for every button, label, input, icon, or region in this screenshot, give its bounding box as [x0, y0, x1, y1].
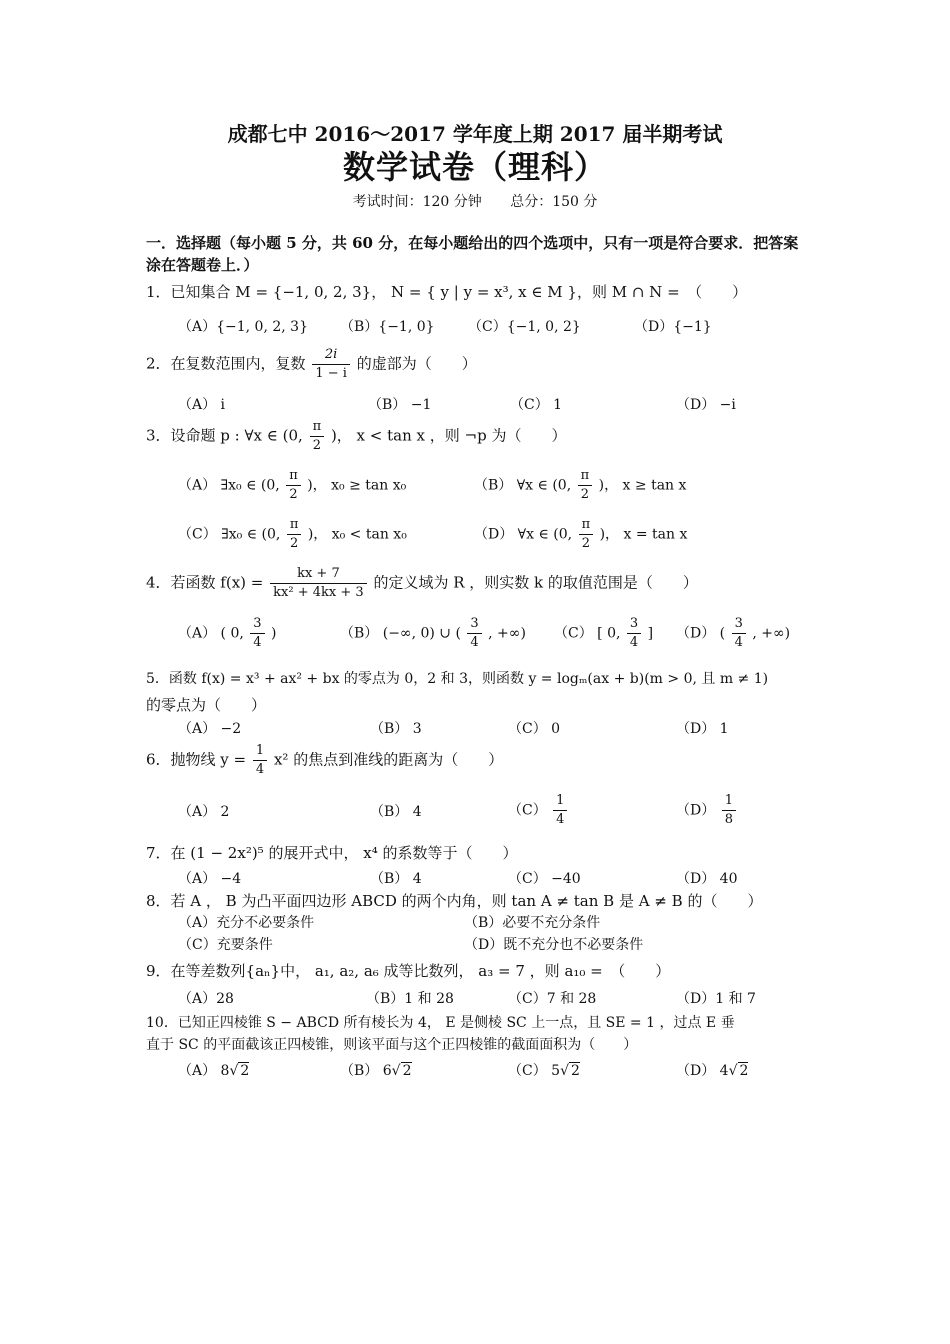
question-5-option-c: （C） 0 [508, 721, 561, 737]
fraction-denominator: 2 [580, 487, 590, 502]
question-4-option-a [178, 615, 277, 652]
question-2-stem-pre: 2．在复数范围内，复数 [146, 354, 306, 373]
fraction-denominator: 4 [556, 812, 565, 827]
option-fraction [579, 516, 594, 553]
fraction-numerator: 1 [722, 792, 736, 811]
question-3-stem [146, 418, 566, 455]
fraction-numerator: 2i [312, 346, 350, 365]
question-6-stem-pre: 6．抛物线 y = [146, 750, 247, 769]
radicand: 2 [571, 1063, 580, 1079]
option-post: , +∞) [488, 625, 526, 642]
option-post: )， x₀ ≥ tan x₀ [307, 477, 407, 494]
question-10-option-c: （C） 5√ 2 [508, 1063, 580, 1079]
option-fraction [467, 615, 481, 652]
fraction-numerator: 3 [250, 615, 264, 634]
fraction-numerator: π [287, 516, 302, 535]
question-5-option-d: （D） 1 [676, 721, 729, 737]
option-fraction [722, 792, 736, 829]
fraction-denominator: 8 [724, 812, 733, 827]
option-pre: （C） ∃x₀ ∈ (0, [178, 526, 281, 543]
exam-score: 总分：150 分 [510, 194, 598, 210]
option-pre: （A） 8 [178, 1063, 230, 1079]
question-4-option-c [554, 615, 653, 652]
question-7-option-a: （A） −4 [178, 871, 242, 887]
question-10-option-b: （B） 6√ 2 [340, 1063, 412, 1079]
question-10-option-d: （D） 4√ 2 [676, 1063, 749, 1079]
question-6-option-d [676, 792, 738, 829]
question-1-option-b: （B）{−1, 0} [340, 319, 435, 335]
question-1-option-a: （A）{−1, 0, 2, 3} [178, 319, 308, 335]
fraction-numerator: π [579, 516, 594, 535]
option-post: )， x = tan x [599, 526, 688, 543]
option-pre: （A） ∃x₀ ∈ (0, [178, 477, 280, 494]
fraction-denominator: 4 [253, 635, 262, 650]
question-6-fraction [253, 742, 267, 779]
option-pre: （B） (−∞, 0) ∪ ( [340, 625, 461, 642]
question-8-stem: 8．若 A ， B 为凸平面四边形 ABCD 的两个内角，则 tan A ≠ tan B 是 A ≠ B 的（ ） [146, 892, 763, 910]
fraction-numerator: 3 [732, 615, 746, 634]
exam-subject: 数学试卷（理科） [342, 148, 607, 186]
option-post: ) [271, 625, 277, 642]
question-8-option-d: （D）既不充分也不必要条件 [464, 937, 644, 953]
option-pre: （C） [ 0, [554, 625, 621, 642]
fraction-numerator: kx + 7 [270, 565, 367, 584]
question-5-stem: 5．函数 f(x) = x³ + ax² + bx 的零点为 0，2 和 3，则函数 y = logₘ(ax + b)(m > 0, 且 m ≠ 1) [146, 671, 769, 687]
question-2-fraction [312, 346, 350, 383]
question-4-stem-pre: 4．若函数 f(x) = [146, 573, 264, 592]
question-3-option-b [474, 467, 686, 504]
exam-time: 考试时间：120 分钟 [352, 194, 482, 210]
question-5-stem-continued: 的零点为（ ） [146, 696, 267, 714]
question-8-option-c: （C）充要条件 [178, 937, 273, 953]
option-pre: （D） ∀x ∈ (0, [474, 526, 573, 543]
question-6-stem [146, 742, 503, 779]
option-post: )， x ≥ tan x [598, 477, 687, 494]
option-pre: （D） [676, 802, 716, 819]
option-pre: （C） [508, 802, 547, 819]
option-fraction [627, 615, 641, 652]
question-4-stem-post: 的定义域为 R ，则实数 k 的取值范围是（ ） [373, 573, 698, 592]
question-9-option-b: （B）1 和 28 [366, 991, 454, 1007]
question-3-stem-pre: 3．设命题 p : ∀x ∈ (0, [146, 426, 303, 445]
option-post: )， x₀ < tan x₀ [307, 526, 407, 543]
question-7-option-b: （B） 4 [370, 871, 422, 887]
question-1-option-d: （D）{−1} [634, 319, 712, 335]
section-heading: 一．选择题（每小题 5 分，共 60 分，在每小题给出的四个选项中，只有一项是符合要求．把答案涂在答题卷上．） [146, 234, 799, 274]
option-post: , +∞) [752, 625, 791, 642]
option-fraction [732, 615, 746, 652]
fraction-numerator: π [310, 418, 325, 437]
question-4-fraction [270, 565, 367, 602]
fraction-numerator: π [578, 467, 593, 486]
question-2-stem-post: 的虚部为（ ） [356, 354, 477, 373]
fraction-denominator: 4 [734, 635, 743, 650]
question-5-option-b: （B） 3 [370, 721, 422, 737]
question-9-stem: 9．在等差数列{aₙ}中， a₁, a₂, a₆ 成等比数列， a₃ = 7 ，则 a₁₀ = （ ） [146, 962, 671, 980]
exam-info [0, 191, 950, 211]
question-6-option-a: （A） 2 [178, 804, 230, 820]
question-2-option-a: （A） i [178, 397, 226, 413]
fraction-denominator: 4 [629, 635, 639, 650]
question-8-option-b: （B）必要不充分条件 [464, 915, 601, 931]
option-pre: （B） ∀x ∈ (0, [474, 477, 572, 494]
fraction-denominator: 4 [255, 762, 265, 777]
question-2-option-c: （C） 1 [510, 397, 563, 413]
radicand: 2 [240, 1063, 250, 1079]
fraction-denominator: 2 [312, 438, 322, 453]
question-6-stem-post: x² 的焦点到准线的距离为（ ） [273, 750, 504, 769]
question-2-stem [146, 346, 477, 383]
question-4-stem [146, 565, 698, 602]
fraction-numerator: π [286, 467, 301, 486]
question-10-stem: 10．已知正四棱锥 S − ABCD 所有棱长为 4， E 是侧棱 SC 上一点，且 SE = 1 ，过点 E 垂 [146, 1015, 735, 1031]
fraction-denominator: 1 − i [315, 366, 347, 381]
fraction-denominator: 2 [581, 536, 590, 551]
question-5-option-a: （A） −2 [178, 721, 242, 737]
exam-title: 成都七中 2016～2017 学年度上期 2017 届半期考试 [227, 122, 723, 146]
fraction-numerator: 1 [553, 792, 567, 811]
fraction-numerator: 1 [253, 742, 267, 761]
question-10-stem-continued: 直于 SC 的平面截该正四棱锥，则该平面与这个正四棱锥的截面面积为（ ） [146, 1037, 638, 1053]
question-9-option-d: （D）1 和 7 [676, 991, 756, 1007]
question-6-option-b: （B） 4 [370, 804, 422, 820]
question-1-option-c: （C）{−1, 0, 2} [468, 319, 581, 335]
fraction-numerator: 3 [627, 615, 641, 634]
question-7-option-d: （D） 40 [676, 871, 738, 887]
option-pre: （B） 6 [340, 1063, 392, 1079]
question-6-option-c [508, 792, 569, 829]
option-fraction [578, 467, 593, 504]
question-4-option-b [340, 615, 526, 652]
question-3-option-c [178, 516, 407, 553]
question-3-fraction [310, 418, 325, 455]
radicand: 2 [739, 1063, 749, 1079]
option-pre: （A） ( 0, [178, 625, 244, 642]
question-7-stem: 7．在 (1 − 2x²)⁵ 的展开式中， x⁴ 的系数等于（ ） [146, 844, 518, 862]
question-10-option-a: （A） 8√ 2 [178, 1063, 250, 1079]
option-post: ] [647, 625, 654, 642]
question-8-option-a: （A）充分不必要条件 [178, 915, 315, 931]
question-4-option-d [676, 615, 790, 652]
option-pre: （D） 4 [676, 1063, 729, 1079]
option-fraction [553, 792, 567, 829]
question-3-stem-post: )， x < tan x ，则 ¬p 为（ ） [330, 426, 567, 445]
question-1-stem: 1．已知集合 M = {−1, 0, 2, 3}， N = { y | y = x³, x ∈ M }，则 M ∩ N = （ ） [146, 283, 748, 301]
question-3-option-d [474, 516, 687, 553]
question-9-option-c: （C）7 和 28 [508, 991, 597, 1007]
option-pre: （D） ( [676, 625, 726, 642]
option-fraction [287, 516, 302, 553]
question-7-option-c: （C） −40 [508, 871, 581, 887]
fraction-denominator: 2 [289, 536, 299, 551]
question-3-option-a [178, 467, 406, 504]
option-fraction [250, 615, 264, 652]
fraction-denominator: kx² + 4kx + 3 [273, 585, 364, 600]
question-2-option-d: （D） −i [676, 397, 736, 413]
fraction-numerator: 3 [467, 615, 481, 634]
question-2-option-b: （B） −1 [368, 397, 432, 413]
fraction-denominator: 2 [289, 487, 298, 502]
option-fraction [286, 467, 301, 504]
fraction-denominator: 4 [470, 635, 479, 650]
radicand: 2 [402, 1063, 412, 1079]
question-9-option-a: （A）28 [178, 991, 234, 1007]
option-pre: （C） 5 [508, 1063, 561, 1079]
